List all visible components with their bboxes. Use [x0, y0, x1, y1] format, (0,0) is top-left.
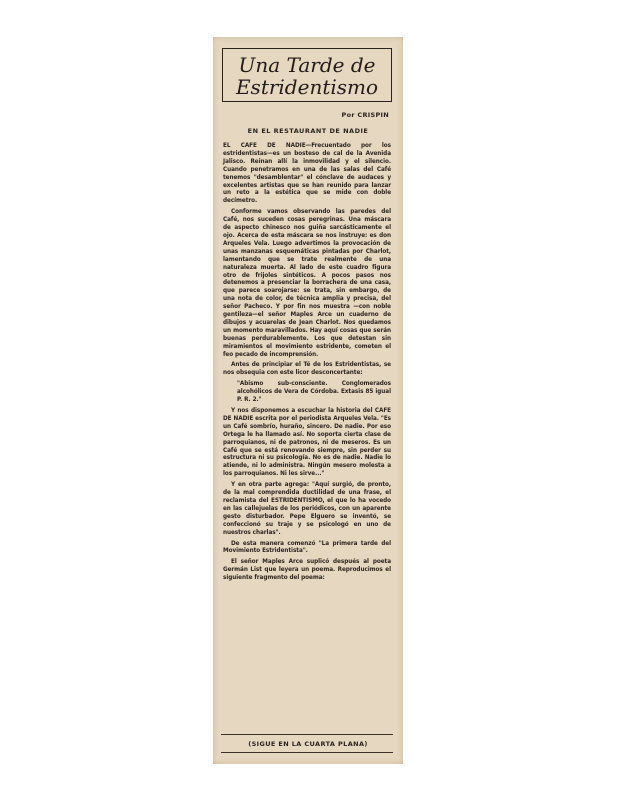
footer-rule-bottom: [221, 752, 393, 753]
title-line-2: Estridentismo: [235, 75, 379, 99]
footer-rule-top: [221, 734, 393, 735]
paragraph-8: El señor Maples Arce suplicó después al poeta Germán List que leyera un poema. Reproducimos el siguiente fragmento del poema:: [223, 559, 391, 582]
paragraph-5: Y nos disponemos a escuchar la historia del CAFE DE NADIE escrita por el periodista Arqueles Vela. "Es un Café sombrío, huraño, sincero. De nadie. Por eso Ortega le ha llamado así. No soporta cierta clase de parroquianos, ni de patronos, ni de meseros. Es un Café que se está renovando siempre, sin perder su estructura ni su psicología. No es de nadie. Nadie lo atiende, ni lo administra. Ningún mesero molesta a los parroquianos. Ni les sirve...": [223, 408, 391, 478]
paragraph-7: De esta manera comenzó "La primera tarde del Movimiento Estridentista".: [223, 540, 391, 555]
continued-note: (SIGUE EN LA CUARTA PLANA): [248, 740, 368, 748]
paragraph-2: Conforme vamos observando las paredes del Café, nos suceden cosas peregrinas. Una máscara de aspecto chinesco nos guiña sarcásticamente el ojo. Acerca de esta máscara se nos instruye: es don Arqueles Vela. Luego advertimos la provocación de unas manzanas esquemáticas pintadas por Charlot, lamentando que se trate realmente de una naturaleza muerta. Al lado de este cuadro figura otro de frijoles sintéticos. A pocos pasos nos detenemos a presenciar la borrachera de una casa, que parece soarojarse: se trata, sin embargo, de una nota de color, de técnica amplia y precisa, del señor Pacheco. Y por fin nos muestra —con noble gentileza—el señor Maples Arce un cuaderno de dibujos y acuarelas de Jean Charlot. Nos quedamos un momento maravillados. Hay aquí cosas que serán buenas perdurablemente. Los que detestan sin miramientos el movimiento estridente, cometen el feo pecado de incomprensión.: [223, 209, 391, 358]
paragraph-quote: "Abismo sub-consciente. Conglomerados alcohólicos de Vera de Córdoba. Extasis 85 igual P. R. 2.": [237, 381, 391, 404]
section-subhead: EN EL RESTAURANT DE NADIE: [247, 127, 369, 135]
newspaper-clipping: [213, 37, 403, 764]
paragraph-3: Antes de principiar el Té de los Estridentistas, se nos obsequia con este licor desconcertante:: [223, 362, 391, 377]
paragraph-1: EL CAFE DE NADIE—Frecuentado por los estridentistas—es un bosteso de cal de la Avenida Jalisco. Reinan allí la inmovilidad y el silencio. Cuando penetramos en una de las salas del Café tenemos "desamblentar" el cónclave de audaces y excelentes artistas que se han reunido para lanzar un reto a la estética que se mide con doble decímetro.: [223, 143, 391, 205]
title-box: [222, 48, 392, 102]
article-body: [223, 143, 391, 586]
title-line-1: Una Tarde de: [238, 53, 376, 77]
byline: Por CRISPIN: [341, 111, 389, 119]
paragraph-6: Y en otra parte agrega: "Aquí surgió, de pronto, de la mal comprendida ductilidad de una frase, el reclamista del ESTRIDENTISMO, el que lo ha vocedo en las callejuelas de los periódicos, con un aparente gesto disturbador. Pepe Elguero se inventó, se confeccionó su traje y se psicologó en uno de nuestros charlas".: [223, 482, 391, 536]
